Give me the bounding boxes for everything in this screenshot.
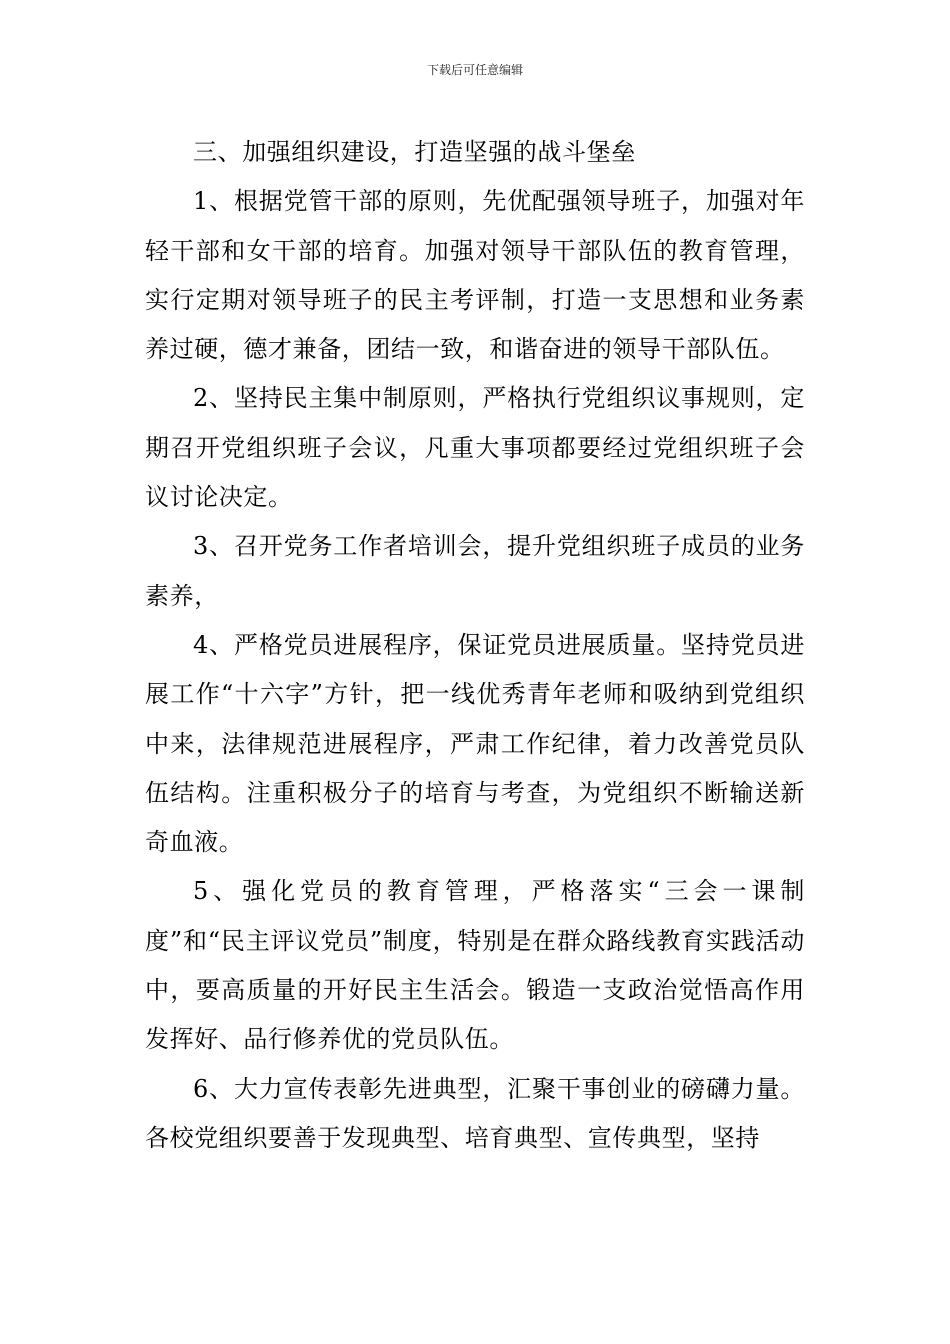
paragraph-4: 4、严格党员进展程序，保证党员进展质量。坚持党员进展工作“十六字”方针，把一线优秀青年老师和吸纳到党组织中来，法律规范进展程序，严肃工作纪律，着力改善党员队伍结构。注重积极分子的培育与考查，为党组织不断输送新奇血液。: [145, 630, 805, 857]
paragraph-2: 2、坚持民主集中制原则，严格执行党组织议事规则，定期召开党组织班子会议，凡重大事项都要经过党组织班子会议讨论决定。: [145, 384, 805, 512]
paragraph-6: 6、大力宣传表彰先进典型，汇聚干事创业的磅礴力量。各校党组织要善于发现典型、培育典型、宣传典型，坚持: [145, 1074, 805, 1152]
page-header: 下载后可任意编辑: [426, 63, 523, 77]
paragraph-1: 1、根据党管干部的原则，先优配强领导班子，加强对年轻干部和女干部的培育。加强对领导干部队伍的教育管理，实行定期对领导班子的民主考评制，打造一支思想和业务素养过硬，德才兼备，团结一致，和谐奋进的领导干部队伍。: [145, 187, 805, 364]
document-body: [145, 128, 805, 1163]
section-heading: 三、加强组织建设，打造坚强的战斗堡垒: [193, 138, 636, 166]
paragraph-5: 5、强化党员的教育管理，严格落实“三会一课制度”和“民主评议党员”制度，特别是在群众路线教育实践活动中，要高质量的开好民主生活会。锻造一支政治觉悟高作用发挥好、品行修养优的党员队伍。: [145, 877, 805, 1054]
paragraph-3: 3、召开党务工作者培训会，提升党组织班子成员的业务素养，: [145, 532, 805, 610]
